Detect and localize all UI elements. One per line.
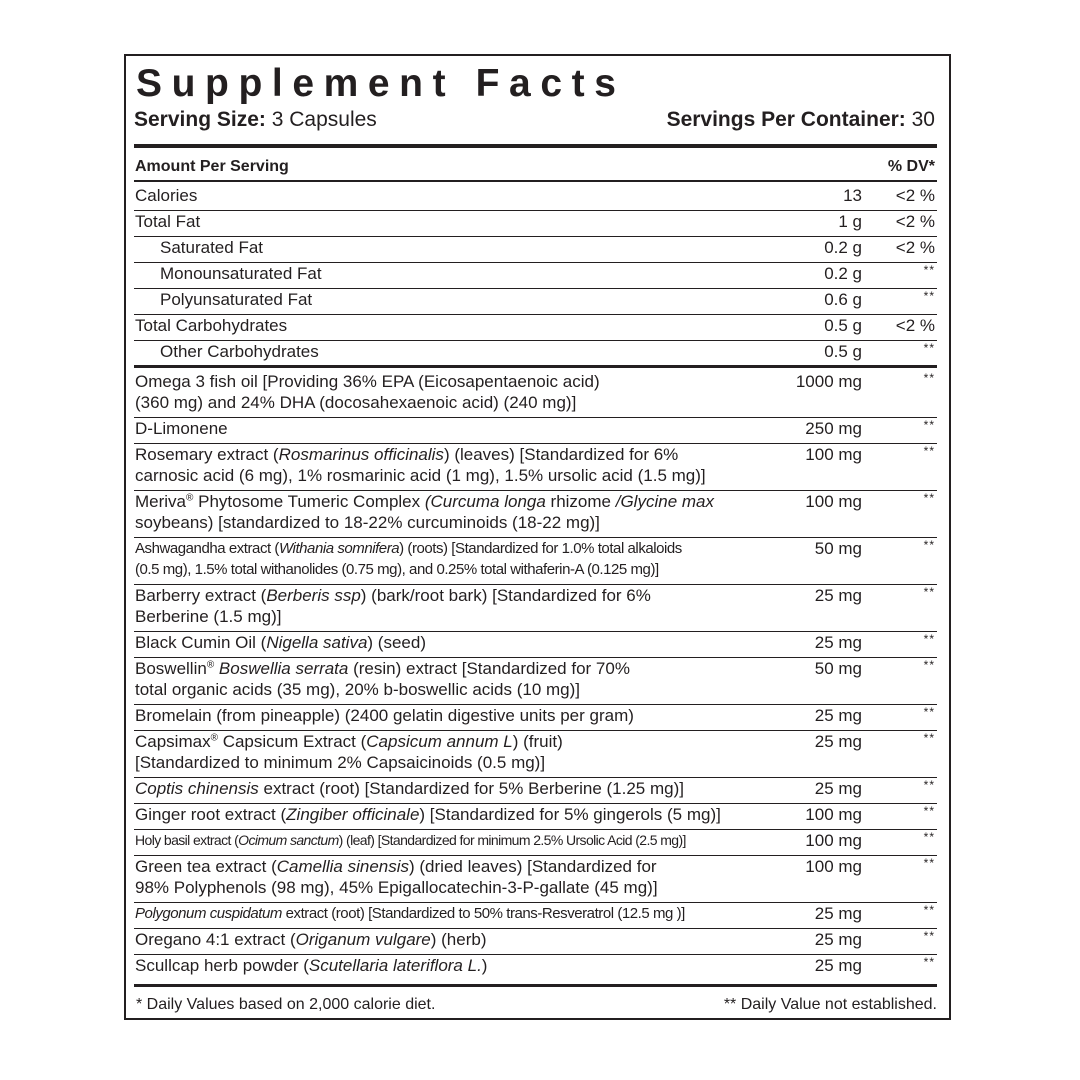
footnote-not-established: ** Daily Value not established.: [723, 996, 937, 1013]
header-daily-value: % DV*: [887, 158, 935, 175]
ingredient-daily-value: **: [923, 585, 935, 599]
servings-per-container: [667, 108, 935, 132]
ingredient-row: [134, 830, 937, 856]
nutrient-daily-value: **: [923, 289, 935, 303]
ingredient-name: Capsimax® Capsicum Extract (Capsicum annum L) (fruit) [Standardized to minimum 2% Capsaicinoids (0.5 mg)]: [135, 732, 563, 772]
nutrient-amount: 13: [843, 186, 862, 205]
servings-label: Servings Per Container:: [666, 108, 906, 131]
servings-value: 30: [905, 108, 935, 131]
ingredient-row: [134, 538, 937, 585]
ingredient-row: [134, 778, 937, 804]
supplement-facts-panel: [124, 54, 951, 1020]
nutrient-row: [134, 289, 937, 315]
ingredient-name: Omega 3 fish oil [Providing 36% EPA (Eicosapentaenoic acid) (360 mg) and 24% DHA (docosahexaenoic acid) (240 mg)]: [135, 372, 600, 412]
header-rule: [134, 180, 937, 182]
ingredient-daily-value: **: [923, 491, 935, 505]
nutrient-daily-value: <2 %: [895, 212, 935, 231]
nutrient-daily-value: **: [923, 263, 935, 277]
ingredient-row: [134, 731, 937, 778]
thick-rule-bottom: [134, 984, 937, 987]
ingredient-name: Ashwagandha extract (Withania somnifera) (roots) [Standardized for 1.0% total alkaloids (0.5 mg), 1.5% total withanolides (0.75 mg), and 0.25% total withaferin-A (0.125 mg)]: [135, 540, 682, 578]
ingredient-row: [134, 418, 937, 444]
ingredient-row: [134, 903, 937, 929]
ingredient-daily-value: **: [923, 929, 935, 943]
ingredient-row: [134, 955, 937, 981]
ingredient-name: Polygonum cuspidatum extract (root) [Standardized to 50% trans-Resveratrol (12.5 mg )]: [135, 905, 685, 922]
nutrient-row: [134, 211, 937, 237]
nutrient-daily-value: <2 %: [895, 316, 935, 335]
ingredient-name: Green tea extract (Camellia sinensis) (dried leaves) [Standardized for 98% Polyphenols (98 mg), 45% Epigallocatechin-3-P-gallate (45 mg)]: [135, 857, 658, 897]
ingredient-row: [134, 632, 937, 658]
nutrient-name: Other Carbohydrates: [160, 342, 319, 361]
ingredient-amount: 25 mg: [814, 930, 862, 949]
ingredient-daily-value: **: [923, 418, 935, 432]
nutrient-daily-value: **: [923, 341, 935, 355]
nutrient-row: [134, 315, 937, 341]
ingredient-amount: 100 mg: [805, 805, 862, 824]
ingredient-name: Meriva® Phytosome Tumeric Complex (Curcuma longa rhizome /Glycine max soybeans) [standardized to 18-22% curcuminoids (18-22 mg)]: [135, 492, 714, 532]
ingredient-row: [134, 658, 937, 705]
nutrient-row: [134, 237, 937, 263]
ingredient-amount: 100 mg: [805, 857, 862, 876]
ingredient-amount: 25 mg: [814, 586, 862, 605]
ingredient-daily-value: **: [923, 658, 935, 672]
ingredient-daily-value: **: [923, 804, 935, 818]
serving-size: [134, 108, 377, 132]
nutrient-amount: 0.2 g: [824, 238, 862, 257]
footnote-daily-values: * Daily Values based on 2,000 calorie diet.: [136, 996, 436, 1013]
ingredient-daily-value: **: [923, 830, 935, 844]
nutrient-name: Monounsaturated Fat: [160, 264, 322, 283]
ingredient-row: [134, 585, 937, 632]
ingredient-row: [134, 371, 937, 418]
ingredient-daily-value: **: [923, 731, 935, 745]
ingredient-amount: 100 mg: [805, 831, 862, 850]
ingredient-amount: 1000 mg: [795, 372, 862, 391]
ingredient-name: Bromelain (from pineapple) (2400 gelatin digestive units per gram): [135, 706, 634, 725]
ingredient-daily-value: **: [923, 632, 935, 646]
nutrient-row: [134, 185, 937, 211]
ingredient-row: [134, 705, 937, 731]
ingredient-name: Holy basil extract (Ocimum sanctum) (leaf) [Standardized for minimum 2.5% Ursolic Acid (2.5 mg)]: [135, 832, 686, 848]
ingredient-amount: 25 mg: [814, 706, 862, 725]
nutrient-name: Total Carbohydrates: [135, 316, 288, 335]
nutrient-name: Total Fat: [135, 212, 201, 231]
ingredient-amount: 250 mg: [805, 419, 862, 438]
ingredient-row: [134, 444, 937, 491]
ingredient-row: [134, 804, 937, 830]
nutrient-name: Polyunsaturated Fat: [160, 290, 313, 309]
ingredient-name: Coptis chinensis extract (root) [Standardized for 5% Berberine (1.25 mg)]: [135, 779, 684, 798]
ingredient-amount: 25 mg: [814, 904, 862, 923]
nutrient-name: Calories: [135, 186, 198, 205]
panel-title: Supplement Facts: [136, 62, 626, 105]
ingredient-daily-value: **: [923, 778, 935, 792]
ingredient-amount: 50 mg: [814, 659, 862, 678]
ingredient-amount: 100 mg: [805, 445, 862, 464]
ingredient-name: Ginger root extract (Zingiber officinale) [Standardized for 5% gingerols (5 mg)]: [135, 805, 721, 824]
nutrient-amount: 0.5 g: [824, 342, 862, 361]
ingredient-name: D-Limonene: [135, 419, 228, 438]
ingredient-name: Barberry extract (Berberis ssp) (bark/root bark) [Standardized for 6% Berberine (1.5 mg)]: [135, 586, 651, 626]
nutrient-amount: 0.6 g: [824, 290, 862, 309]
ingredient-daily-value: **: [923, 444, 935, 458]
header-amount-per-serving: Amount Per Serving: [135, 158, 289, 175]
nutrient-amount: 0.2 g: [824, 264, 862, 283]
nutrient-amount: 0.5 g: [824, 316, 862, 335]
ingredient-amount: 25 mg: [814, 633, 862, 652]
ingredient-row: [134, 491, 937, 538]
ingredient-name: Boswellin® Boswellia serrata (resin) extract [Standardized for 70% total organic acids (35 mg), 20% b-boswellic acids (10 mg)]: [135, 659, 630, 699]
ingredient-daily-value: **: [923, 371, 935, 385]
ingredient-daily-value: **: [923, 856, 935, 870]
nutrient-amount: 1 g: [838, 212, 862, 231]
ingredient-name: Rosemary extract (Rosmarinus officinalis) (leaves) [Standardized for 6% carnosic acid (6 mg), 1% rosmarinic acid (1 mg), 1.5% ursolic acid (1.5 mg)]: [135, 445, 706, 485]
nutrient-daily-value: <2 %: [895, 186, 935, 205]
nutrient-daily-value: <2 %: [895, 238, 935, 257]
ingredient-name: Black Cumin Oil (Nigella sativa) (seed): [135, 633, 426, 652]
nutrient-row: [134, 341, 937, 367]
thick-rule-middle: [134, 365, 937, 368]
serving-size-label: Serving Size:: [134, 108, 266, 131]
ingredient-daily-value: **: [923, 705, 935, 719]
ingredient-name: Oregano 4:1 extract (Origanum vulgare) (herb): [135, 930, 487, 949]
ingredient-amount: 50 mg: [814, 539, 862, 558]
ingredient-amount: 25 mg: [814, 779, 862, 798]
ingredient-name: Scullcap herb powder (Scutellaria lateriflora L.): [135, 956, 488, 975]
ingredient-amount: 25 mg: [814, 956, 862, 975]
nutrient-row: [134, 263, 937, 289]
ingredient-amount: 25 mg: [814, 732, 862, 751]
ingredient-amount: 100 mg: [805, 492, 862, 511]
ingredient-row: [134, 856, 937, 903]
ingredient-daily-value: **: [923, 538, 935, 552]
ingredient-daily-value: **: [923, 903, 935, 917]
ingredient-row: [134, 929, 937, 955]
ingredient-daily-value: **: [923, 955, 935, 969]
nutrient-name: Saturated Fat: [160, 238, 264, 257]
thick-rule-top: [134, 144, 937, 148]
serving-size-value: 3 Capsules: [265, 108, 377, 131]
